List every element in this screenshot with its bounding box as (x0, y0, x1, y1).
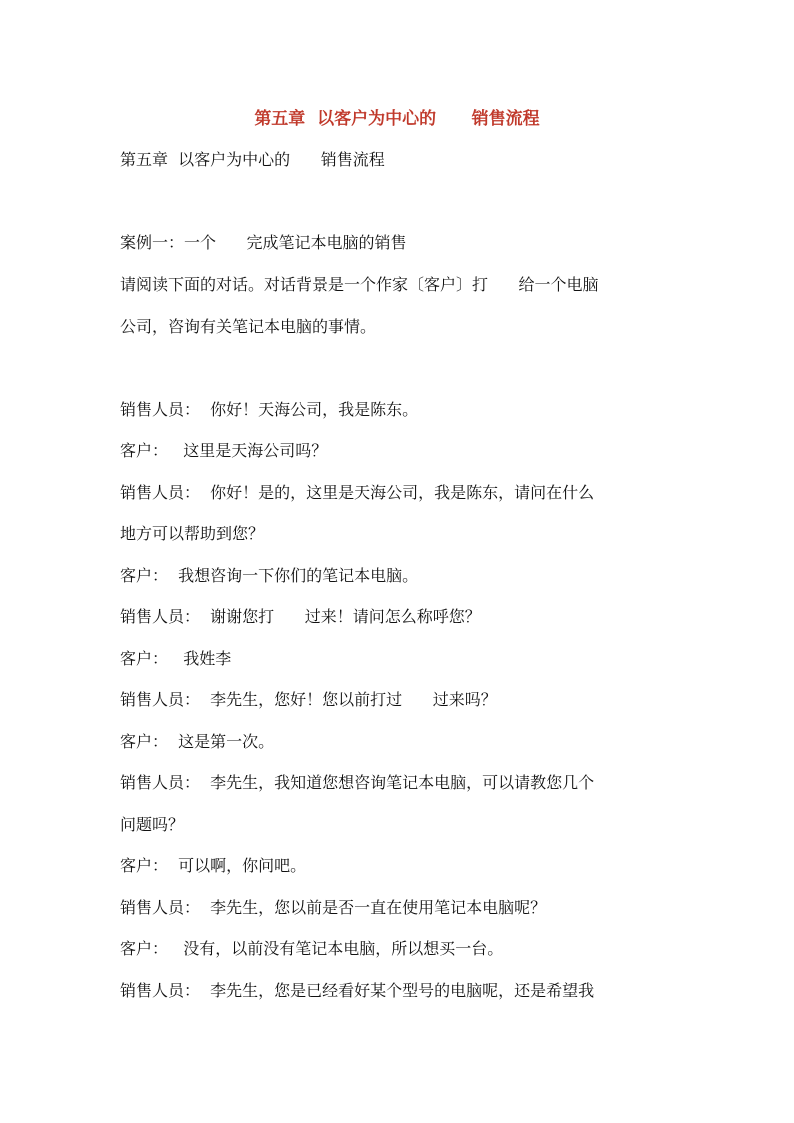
chapter-subtitle: 第五章 以客户为中心的 销售流程 (120, 150, 385, 169)
dialogue-line: 销售人员： 李先生，我知道您想咨询笔记本电脑，可以请教您几个 (120, 773, 595, 792)
dialogue-line: 销售人员： 李先生，您是已经看好某个型号的电脑呢，还是希望我 (120, 981, 595, 1000)
case-heading: 案例一：一个 完成笔记本电脑的销售 (120, 233, 407, 252)
intro-line-2: 公司，咨询有关笔记本电脑的事情。 (120, 317, 377, 336)
dialogue-line: 问题吗？ (120, 815, 185, 834)
dialogue-line: 销售人员： 李先生，您以前是否一直在使用笔记本电脑呢？ (120, 898, 547, 917)
dialogue-line: 客户： 没有，以前没有笔记本电脑，所以想买一台。 (120, 939, 504, 958)
dialogue-line: 销售人员： 李先生，您好！您以前打过 过来吗？ (120, 690, 497, 709)
dialogue-line: 销售人员： 谢谢您打 过来！请问怎么称呼您？ (120, 607, 481, 626)
dialogue-line: 销售人员： 你好！天海公司，我是陈东。 (120, 400, 419, 419)
dialogue-line: 客户： 这里是天海公司吗？ (120, 441, 328, 460)
dialogue-line: 客户： 我姓李 (120, 649, 232, 668)
dialogue-line: 客户： 我想咨询一下你们的笔记本电脑。 (120, 566, 419, 585)
intro-line-1: 请阅读下面的对话。对话背景是一个作家〔客户〕打 给一个电脑 (120, 275, 599, 294)
dialogue-line: 销售人员： 你好！是的，这里是天海公司，我是陈东，请问在什么 (120, 483, 595, 502)
document-title: 第五章 以客户为中心的 销售流程 (254, 109, 540, 129)
dialogue-line: 客户： 可以啊，你问吧。 (120, 856, 307, 875)
dialogue-line: 客户： 这是第一次。 (120, 732, 275, 751)
dialogue-line: 地方可以帮助到您？ (120, 524, 265, 543)
